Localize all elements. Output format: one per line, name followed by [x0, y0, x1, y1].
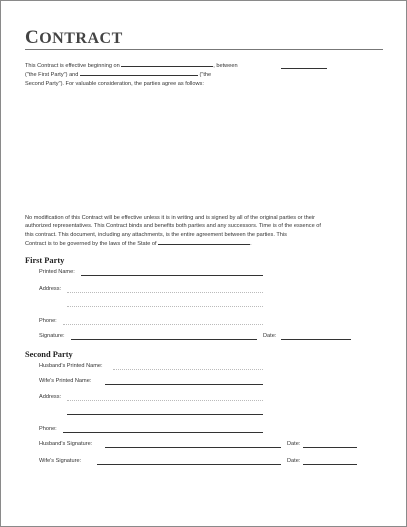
first-printed-name-label: Printed Name:: [39, 269, 75, 275]
wife-date-line[interactable]: [303, 464, 357, 465]
intro-text-5: Second Party"). For valuable consideration, the parties agree as follows:: [25, 80, 204, 87]
husband-printed-name-line[interactable]: [113, 369, 263, 370]
first-party-name-blank-a[interactable]: [281, 68, 327, 69]
first-phone-label: Phone:: [39, 318, 57, 324]
first-address-line-2[interactable]: [67, 306, 263, 307]
first-date-label: Date:: [263, 333, 277, 339]
closing-paragraph: [25, 214, 383, 249]
closing-line-4a: Contract is to be governed by the laws of the State of: [25, 241, 157, 248]
title-rule: [25, 49, 383, 50]
intro-text-3: ("the First Party") and: [25, 72, 79, 79]
second-phone-label: Phone:: [39, 426, 57, 432]
title-rest: ONTRACT: [39, 30, 123, 47]
husband-date-line[interactable]: [303, 447, 357, 448]
closing-line-2: authorized representatives. This Contract binds and benefits both parties and any successors. Time is of the essence of: [25, 223, 321, 230]
governing-state-blank[interactable]: [158, 239, 252, 248]
intro-paragraph: [25, 61, 383, 88]
second-address-label: Address:: [39, 394, 62, 400]
second-phone-line[interactable]: [63, 432, 263, 433]
second-address-line-2[interactable]: [67, 414, 263, 415]
intro-text-2: , between: [213, 63, 238, 69]
wife-date-label: Date:: [287, 458, 301, 464]
page-title: [25, 27, 123, 49]
wife-signature-line[interactable]: [97, 464, 281, 465]
first-printed-name-line[interactable]: [81, 275, 263, 276]
wife-signature-label: Wife's Signature:: [39, 458, 82, 464]
first-date-line[interactable]: [281, 339, 351, 340]
intro-text-1: This Contract is effective beginning on: [25, 63, 120, 69]
effective-date-blank[interactable]: [121, 61, 213, 67]
first-signature-label: Signature:: [39, 333, 65, 339]
first-party-heading: First Party: [25, 256, 65, 265]
second-party-heading: Second Party: [25, 350, 73, 359]
husband-signature-label: Husband's Signature:: [39, 441, 93, 447]
title-initial: C: [25, 27, 40, 48]
closing-line-1: No modification of this Contract will be effective unless it is in writing and is signed by all of the original parties or their: [25, 215, 315, 221]
first-phone-line[interactable]: [63, 324, 263, 325]
wife-printed-name-line[interactable]: [105, 384, 263, 385]
second-address-line-1[interactable]: [67, 400, 263, 401]
husband-printed-name-label: Husband's Printed Name:: [39, 363, 103, 369]
husband-date-label: Date:: [287, 441, 301, 447]
intro-text-4: ("the: [199, 72, 212, 79]
husband-signature-line[interactable]: [105, 447, 281, 448]
closing-line-4b: .: [250, 241, 252, 248]
second-party-name-blank[interactable]: [80, 70, 198, 76]
closing-line-3: this contract. This document, including any attachments, is the entire agreement between the parties. This: [25, 231, 287, 238]
first-signature-line[interactable]: [71, 339, 257, 340]
first-address-label: Address:: [39, 286, 62, 292]
wife-printed-name-label: Wife's Printed Name:: [39, 378, 92, 384]
first-address-line-1[interactable]: [67, 292, 263, 293]
